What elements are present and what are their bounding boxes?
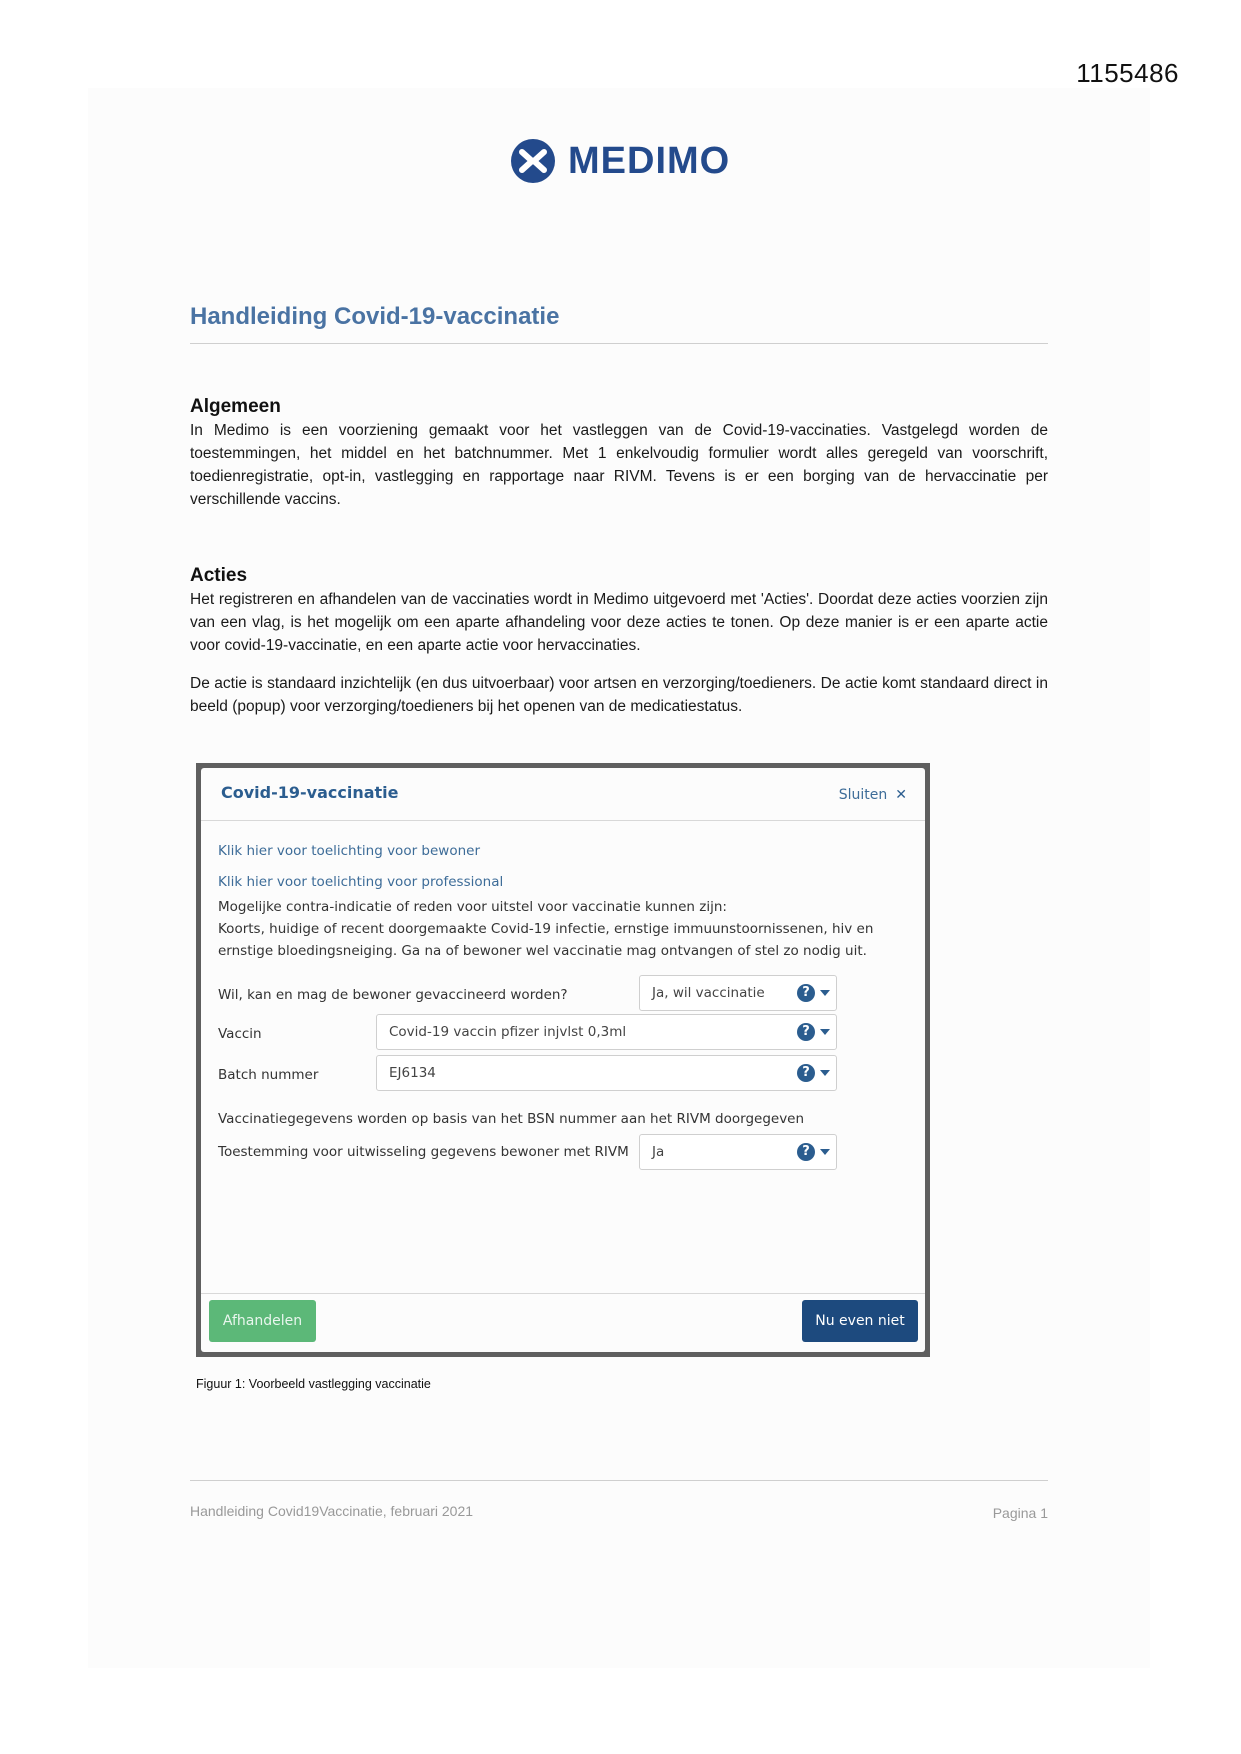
page-title: Handleiding Covid-19-vaccinatie [190, 303, 560, 330]
field-controls [797, 1064, 830, 1082]
contra-indication-text: Mogelijke contra-indicatie of reden voor uitstel voor vaccinatie kunnen zijn: Koorts, huidige of recent doorgemaakte Covid-19 infectie, ernstige immuunstoornissenen, hiv en ernstige bloedingsneiging. Ga na of bewoner wel vaccinatie mag ontvangen of stel zo nodig uit. [218, 899, 874, 959]
vaccine-label: Vaccin [218, 1026, 262, 1042]
screenshot-figure [196, 763, 930, 1357]
batch-select[interactable] [376, 1055, 837, 1091]
field-controls [797, 1143, 830, 1161]
medimo-logo-icon [510, 138, 556, 184]
help-icon[interactable]: ? [797, 1023, 815, 1041]
title-divider [190, 343, 1048, 344]
footer-divider [190, 1480, 1048, 1481]
consent-select[interactable] [639, 975, 837, 1011]
dialog-footer [201, 1293, 925, 1352]
chevron-down-icon [820, 1029, 830, 1035]
batch-select-value: EJ6134 [389, 1065, 436, 1081]
consent-select-value: Ja, wil vaccinatie [652, 985, 765, 1001]
vaccine-select-value: Covid-19 vaccin pfizer injvlst 0,3ml [389, 1024, 627, 1040]
medimo-logo [510, 138, 730, 184]
section-heading-acties: Acties [190, 565, 248, 586]
footer-page-number: Pagina 1 [992, 1505, 1048, 1521]
batch-label: Batch nummer [218, 1067, 319, 1083]
chevron-down-icon [820, 1149, 830, 1155]
figure-caption: Figuur 1: Voorbeeld vastlegging vaccinatie [196, 1377, 431, 1391]
dialog-title: Covid-19-vaccinatie [221, 783, 399, 802]
dialog-header [201, 768, 925, 821]
logo-text: MEDIMO [568, 139, 731, 182]
section-paragraph: Het registreren en afhandelen van de vaccinaties wordt in Medimo uitgevoerd met 'Acties'. Doordat deze acties voorzien zijn van een vlag, is het mogelijk om een aparte afhandeling voor deze acties te tonen. Op deze manier is er een aparte actie voor covid-19-vaccinatie, en een aparte actie voor hervaccinaties. [190, 591, 1048, 654]
complete-button[interactable]: Afhandelen [209, 1300, 316, 1342]
field-controls [797, 984, 830, 1002]
rivm-consent-select[interactable] [639, 1134, 837, 1170]
document-id: 1155486 [1076, 58, 1179, 88]
rivm-consent-select-value: Ja [652, 1144, 665, 1160]
chevron-down-icon [820, 990, 830, 996]
close-label: Sluiten [838, 787, 888, 803]
section-heading-algemeen: Algemeen [190, 396, 281, 417]
not-now-button[interactable]: Nu even niet [802, 1300, 918, 1342]
consent-question-label: Wil, kan en mag de bewoner gevaccineerd worden? [218, 987, 568, 1003]
help-icon[interactable]: ? [797, 1143, 815, 1161]
section-paragraph: De actie is standaard inzichtelijk (en dus uitvoerbaar) voor artsen en verzorging/toedieners. De actie komt standaard direct in beeld (popup) voor verzorging/toedieners bij het openen van de medicatiestatus. [190, 675, 1048, 715]
close-button[interactable] [839, 787, 907, 803]
resident-info-link[interactable]: Klik hier voor toelichting voor bewoner [218, 843, 481, 859]
field-controls [797, 1023, 830, 1041]
help-icon[interactable]: ? [797, 984, 815, 1002]
rivm-note: Vaccinatiegegevens worden op basis van het BSN nummer aan het RIVM doorgegeven [218, 1111, 805, 1127]
professional-info-link[interactable]: Klik hier voor toelichting voor professional [218, 874, 504, 890]
help-icon[interactable]: ? [797, 1064, 815, 1082]
vaccination-dialog [201, 768, 925, 1352]
rivm-consent-label: Toestemming voor uitwisseling gegevens bewoner met RIVM [218, 1144, 629, 1160]
vaccine-select[interactable] [376, 1014, 837, 1050]
chevron-down-icon [820, 1070, 830, 1076]
footer-document-name: Handleiding Covid19Vaccinatie, februari 2021 [190, 1503, 474, 1519]
section-paragraph: In Medimo is een voorziening gemaakt voor het vastleggen van de Covid-19-vaccinaties. Vastgelegd worden de toestemmingen, het middel en het batchnummer. Met 1 enkelvoudig formulier wordt alles geregeld van voorschrift, toedienregistratie, opt-in, vastlegging en rapportage naar RIVM. Tevens is er een borging van de hervaccinatie per verschillende vaccins. [190, 422, 1048, 508]
close-icon: ✕ [895, 787, 907, 803]
